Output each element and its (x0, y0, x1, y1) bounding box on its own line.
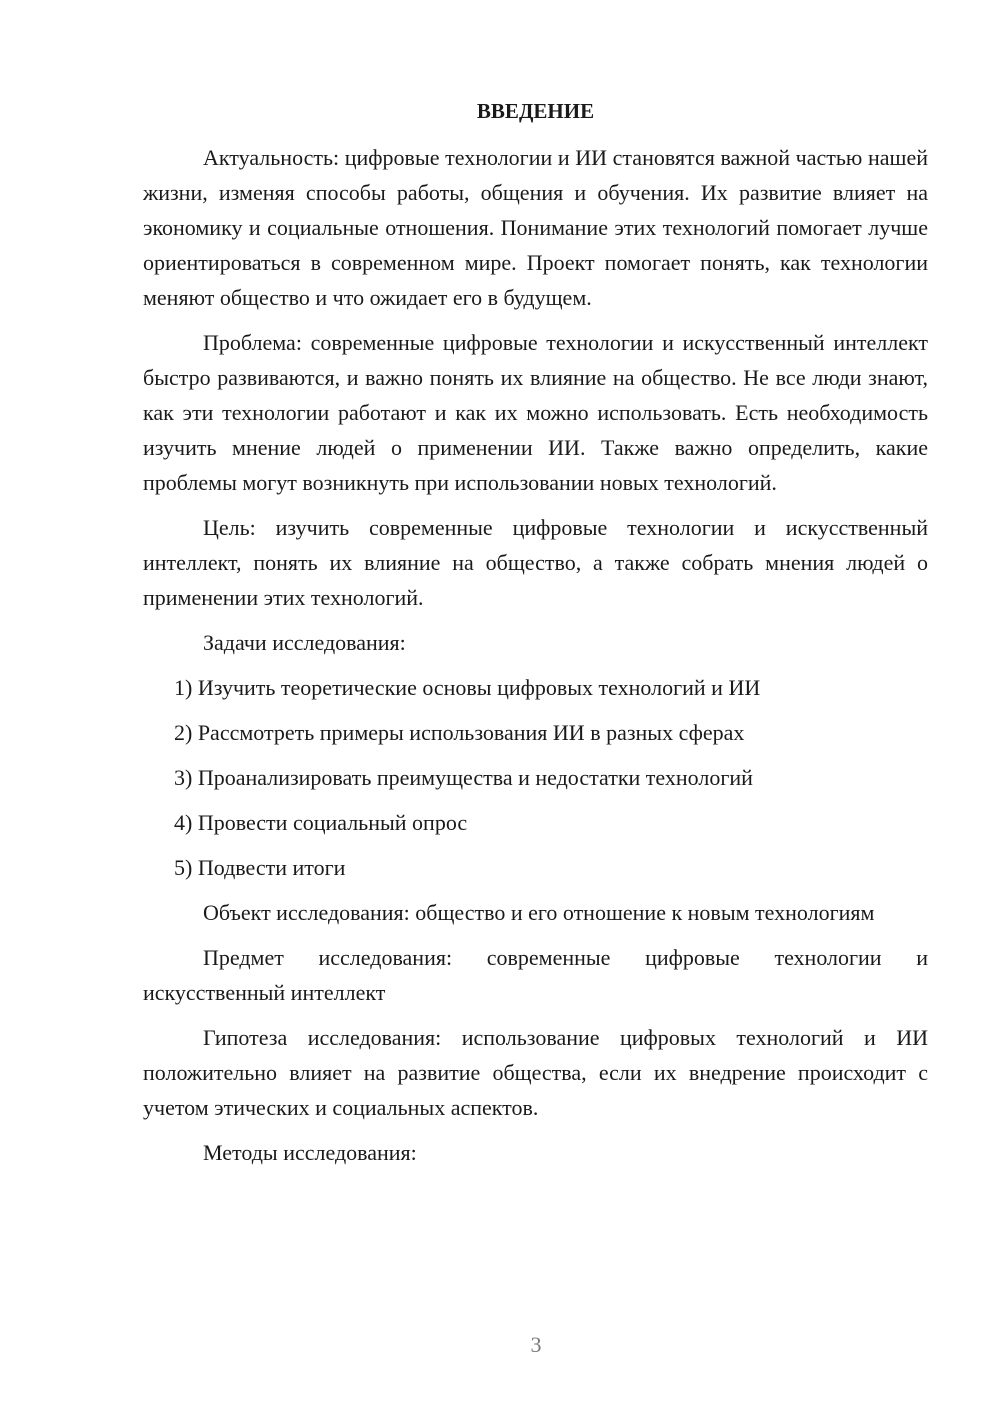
list-item: 4) Провести социальный опрос (174, 810, 468, 835)
list-item: 5) Подвести итоги (174, 855, 346, 880)
paragraph-problem: Проблема: современные цифровые технологии и искусственный интеллект быстро развиваются, и важно понять их влияние на общество. Не все люди знают, как эти технологии работают и как их можно использовать. Есть необходимость изучить мнение людей о применении ИИ. Также важно определить, какие проблемы могут возникнуть при использовании новых технологий. (143, 330, 928, 495)
methods-heading: Методы исследования: (203, 1140, 417, 1165)
paragraph-goal: Цель: изучить современные цифровые технологии и искусственный интеллект, понять их влияние на общество, а также собрать мнения людей о применении этих технологий. (143, 515, 928, 610)
paragraph-subject: Предмет исследования: современные цифровые технологии и искусственный интеллект (143, 945, 928, 1005)
section-title: ВВЕДЕНИЕ (476, 99, 595, 123)
paragraph-object: Объект исследования: общество и его отношение к новым технологиям (203, 900, 875, 925)
document-page (143, 96, 928, 1180)
tasks-heading: Задачи исследования: (203, 630, 406, 655)
tasks-list (143, 670, 928, 885)
paragraph-relevance: Актуальность: цифровые технологии и ИИ становятся важной частью нашей жизни, изменяя способы работы, общения и обучения. Их развитие влияет на экономику и социальные отношения. Понимание этих технологий помогает лучше ориентироваться в современном мире. Проект помогает понять, как технологии меняют общество и что ожидает его в будущем. (143, 145, 928, 310)
page-number: 3 (530, 1332, 542, 1357)
paragraph-hypothesis: Гипотеза исследования: использование цифровых технологий и ИИ положительно влияет на развитие общества, если их внедрение происходит с учетом этических и социальных аспектов. (143, 1025, 928, 1120)
list-item: 1) Изучить теоретические основы цифровых технологий и ИИ (174, 675, 761, 700)
list-item: 2) Рассмотреть примеры использования ИИ в разных сферах (174, 720, 745, 745)
list-item: 3) Проанализировать преимущества и недостатки технологий (174, 765, 753, 790)
